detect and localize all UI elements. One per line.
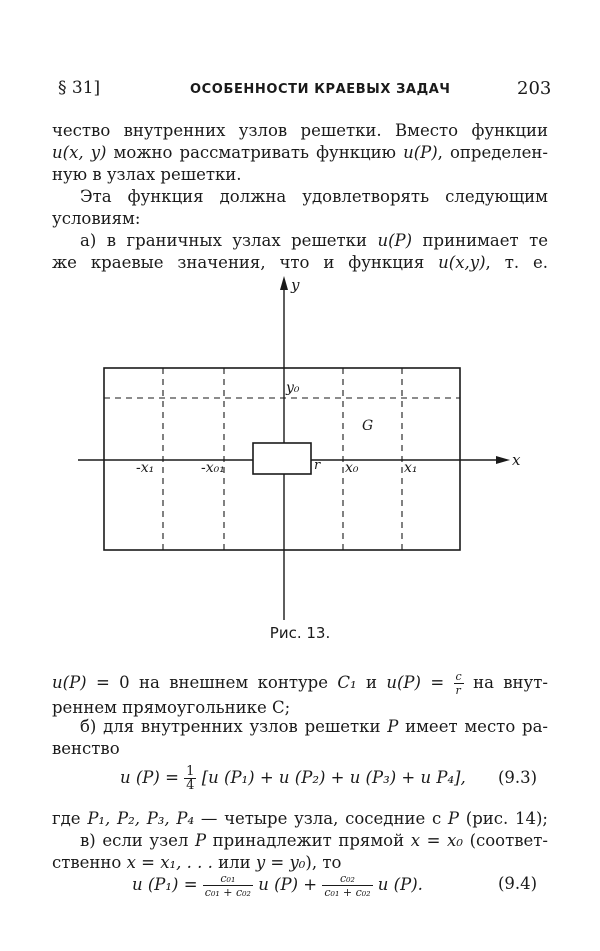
paragraph-1 <box>52 120 548 186</box>
equation-lhs: u (P) = <box>120 768 185 787</box>
x-axis-arrow-icon <box>496 456 510 464</box>
y-axis-arrow-icon <box>280 276 288 290</box>
label-minus-x0: -x₀₁ <box>201 460 225 476</box>
text-span: , определен- <box>437 143 548 162</box>
equation-9-3 <box>120 764 466 792</box>
paragraph-6 <box>52 808 548 874</box>
text-line: реннем прямоугольнике C; <box>52 698 291 717</box>
equation-number-9-4: (9.4) <box>498 874 538 893</box>
text-span: (рис. 14); <box>459 809 548 828</box>
text-line: венство <box>52 739 120 758</box>
text-line <box>52 716 548 738</box>
figure-caption: Рис. 13. <box>269 624 331 642</box>
equation-9-4 <box>132 870 423 900</box>
text-line <box>52 830 548 852</box>
section-marker: § 31] <box>58 78 101 98</box>
math-u-p: u(P) <box>52 673 87 692</box>
label-y0: y₀ <box>286 380 300 396</box>
math-u-xy: u(x, y) <box>52 143 107 162</box>
text-span: можно рассматривать функцию <box>106 143 404 162</box>
text-line <box>52 142 548 164</box>
text-span: принадлежит прямой <box>206 831 411 850</box>
paragraph-2 <box>52 186 548 230</box>
text-span: б) для внутренних узлов решетки <box>80 717 388 736</box>
fraction-denominator: c₀₁ + c₀₂ <box>204 886 251 899</box>
math-x-eq-x0: x = x₀ <box>410 831 463 850</box>
fraction-c01 <box>203 872 253 899</box>
fraction-numerator: c <box>455 670 462 683</box>
paragraph-5 <box>52 716 548 760</box>
text-span: и <box>356 673 387 692</box>
inner-rectangle-c <box>253 443 311 474</box>
label-x0: x₀ <box>345 460 359 476</box>
running-title: ОСОБЕННОСТИ КРАЕВЫХ ЗАДАЧ <box>190 82 451 97</box>
text-span: или <box>212 853 256 872</box>
text-line: ную в узлах решетки. <box>52 165 242 184</box>
math-y-eq-y0: y = y₀ <box>255 853 306 872</box>
math-u-p: u(P) <box>377 231 413 250</box>
text-span: = <box>420 673 454 692</box>
y-axis-label: y <box>291 276 300 294</box>
fraction-numerator: c₀₂ <box>322 872 372 886</box>
fraction-numerator: 1 <box>186 764 195 779</box>
equation-mid: u (P) + <box>252 875 323 894</box>
text-span: — четыре узла, соседние с <box>194 809 448 828</box>
fraction-one-quarter <box>184 765 196 792</box>
text-span: же краевые значения, что и функция <box>52 253 439 272</box>
math-x-eq-x1: x = x₁, . . . <box>126 853 213 872</box>
math-p: P <box>387 717 399 736</box>
equation-lhs: u (P₁) = <box>132 875 203 894</box>
label-r: r <box>314 458 321 473</box>
label-minus-x1: -x₁ <box>136 460 155 476</box>
text-span: имеет место ра- <box>398 717 548 736</box>
text-span: = 0 на внешнем контуре <box>86 673 338 692</box>
fraction-c-over-r <box>454 670 464 697</box>
text-span: а) в граничных узлах решетки <box>80 231 378 250</box>
fraction-c02 <box>322 872 372 899</box>
text-span: где <box>52 809 88 828</box>
equation-rhs: u (P). <box>372 875 423 894</box>
text-span: , т. е. <box>485 253 548 272</box>
label-x1: x₁ <box>404 460 418 476</box>
text-span: ), то <box>305 853 342 872</box>
math-p: P <box>447 809 460 828</box>
fraction-numerator: c₀₁ <box>203 872 253 886</box>
fraction-denominator: r <box>455 684 461 697</box>
paragraph-4 <box>52 670 548 719</box>
math-p-list: P₁, P₂, P₃, P₄ <box>87 809 195 828</box>
text-line <box>52 670 548 697</box>
fraction-denominator: 4 <box>186 778 195 793</box>
fraction-denominator: c₀₁ + c₀₂ <box>324 886 371 899</box>
math-c1: C₁ <box>337 673 357 692</box>
text-span: на внут- <box>463 673 548 692</box>
label-region-g: G <box>362 418 374 434</box>
figure-13 <box>0 270 600 630</box>
math-u-p: u(P) <box>386 673 421 692</box>
math-u-xy: u(x,y) <box>438 253 486 272</box>
text-line: чество внутренних узлов решетки. Вместо функции <box>52 121 548 140</box>
text-span: принимает те <box>412 231 549 250</box>
x-axis-label: x <box>512 451 521 469</box>
text-line: условиям: <box>52 209 141 228</box>
text-line <box>52 808 548 830</box>
text-span: (соответ- <box>462 831 548 850</box>
text-line <box>52 230 548 252</box>
text-span: ственно <box>52 853 127 872</box>
equation-number-9-3: (9.3) <box>498 768 538 787</box>
text-span: в) если узел <box>80 831 195 850</box>
page-number: 203 <box>517 78 552 99</box>
math-u-p: u(P) <box>403 143 438 162</box>
text-line: Эта функция должна удовлетворять следующим <box>80 187 548 206</box>
equation-rhs: [u (P₁) + u (P₂) + u (P₃) + u P₄], <box>196 768 466 787</box>
math-p: P <box>194 831 207 850</box>
paragraph-3 <box>52 230 548 274</box>
